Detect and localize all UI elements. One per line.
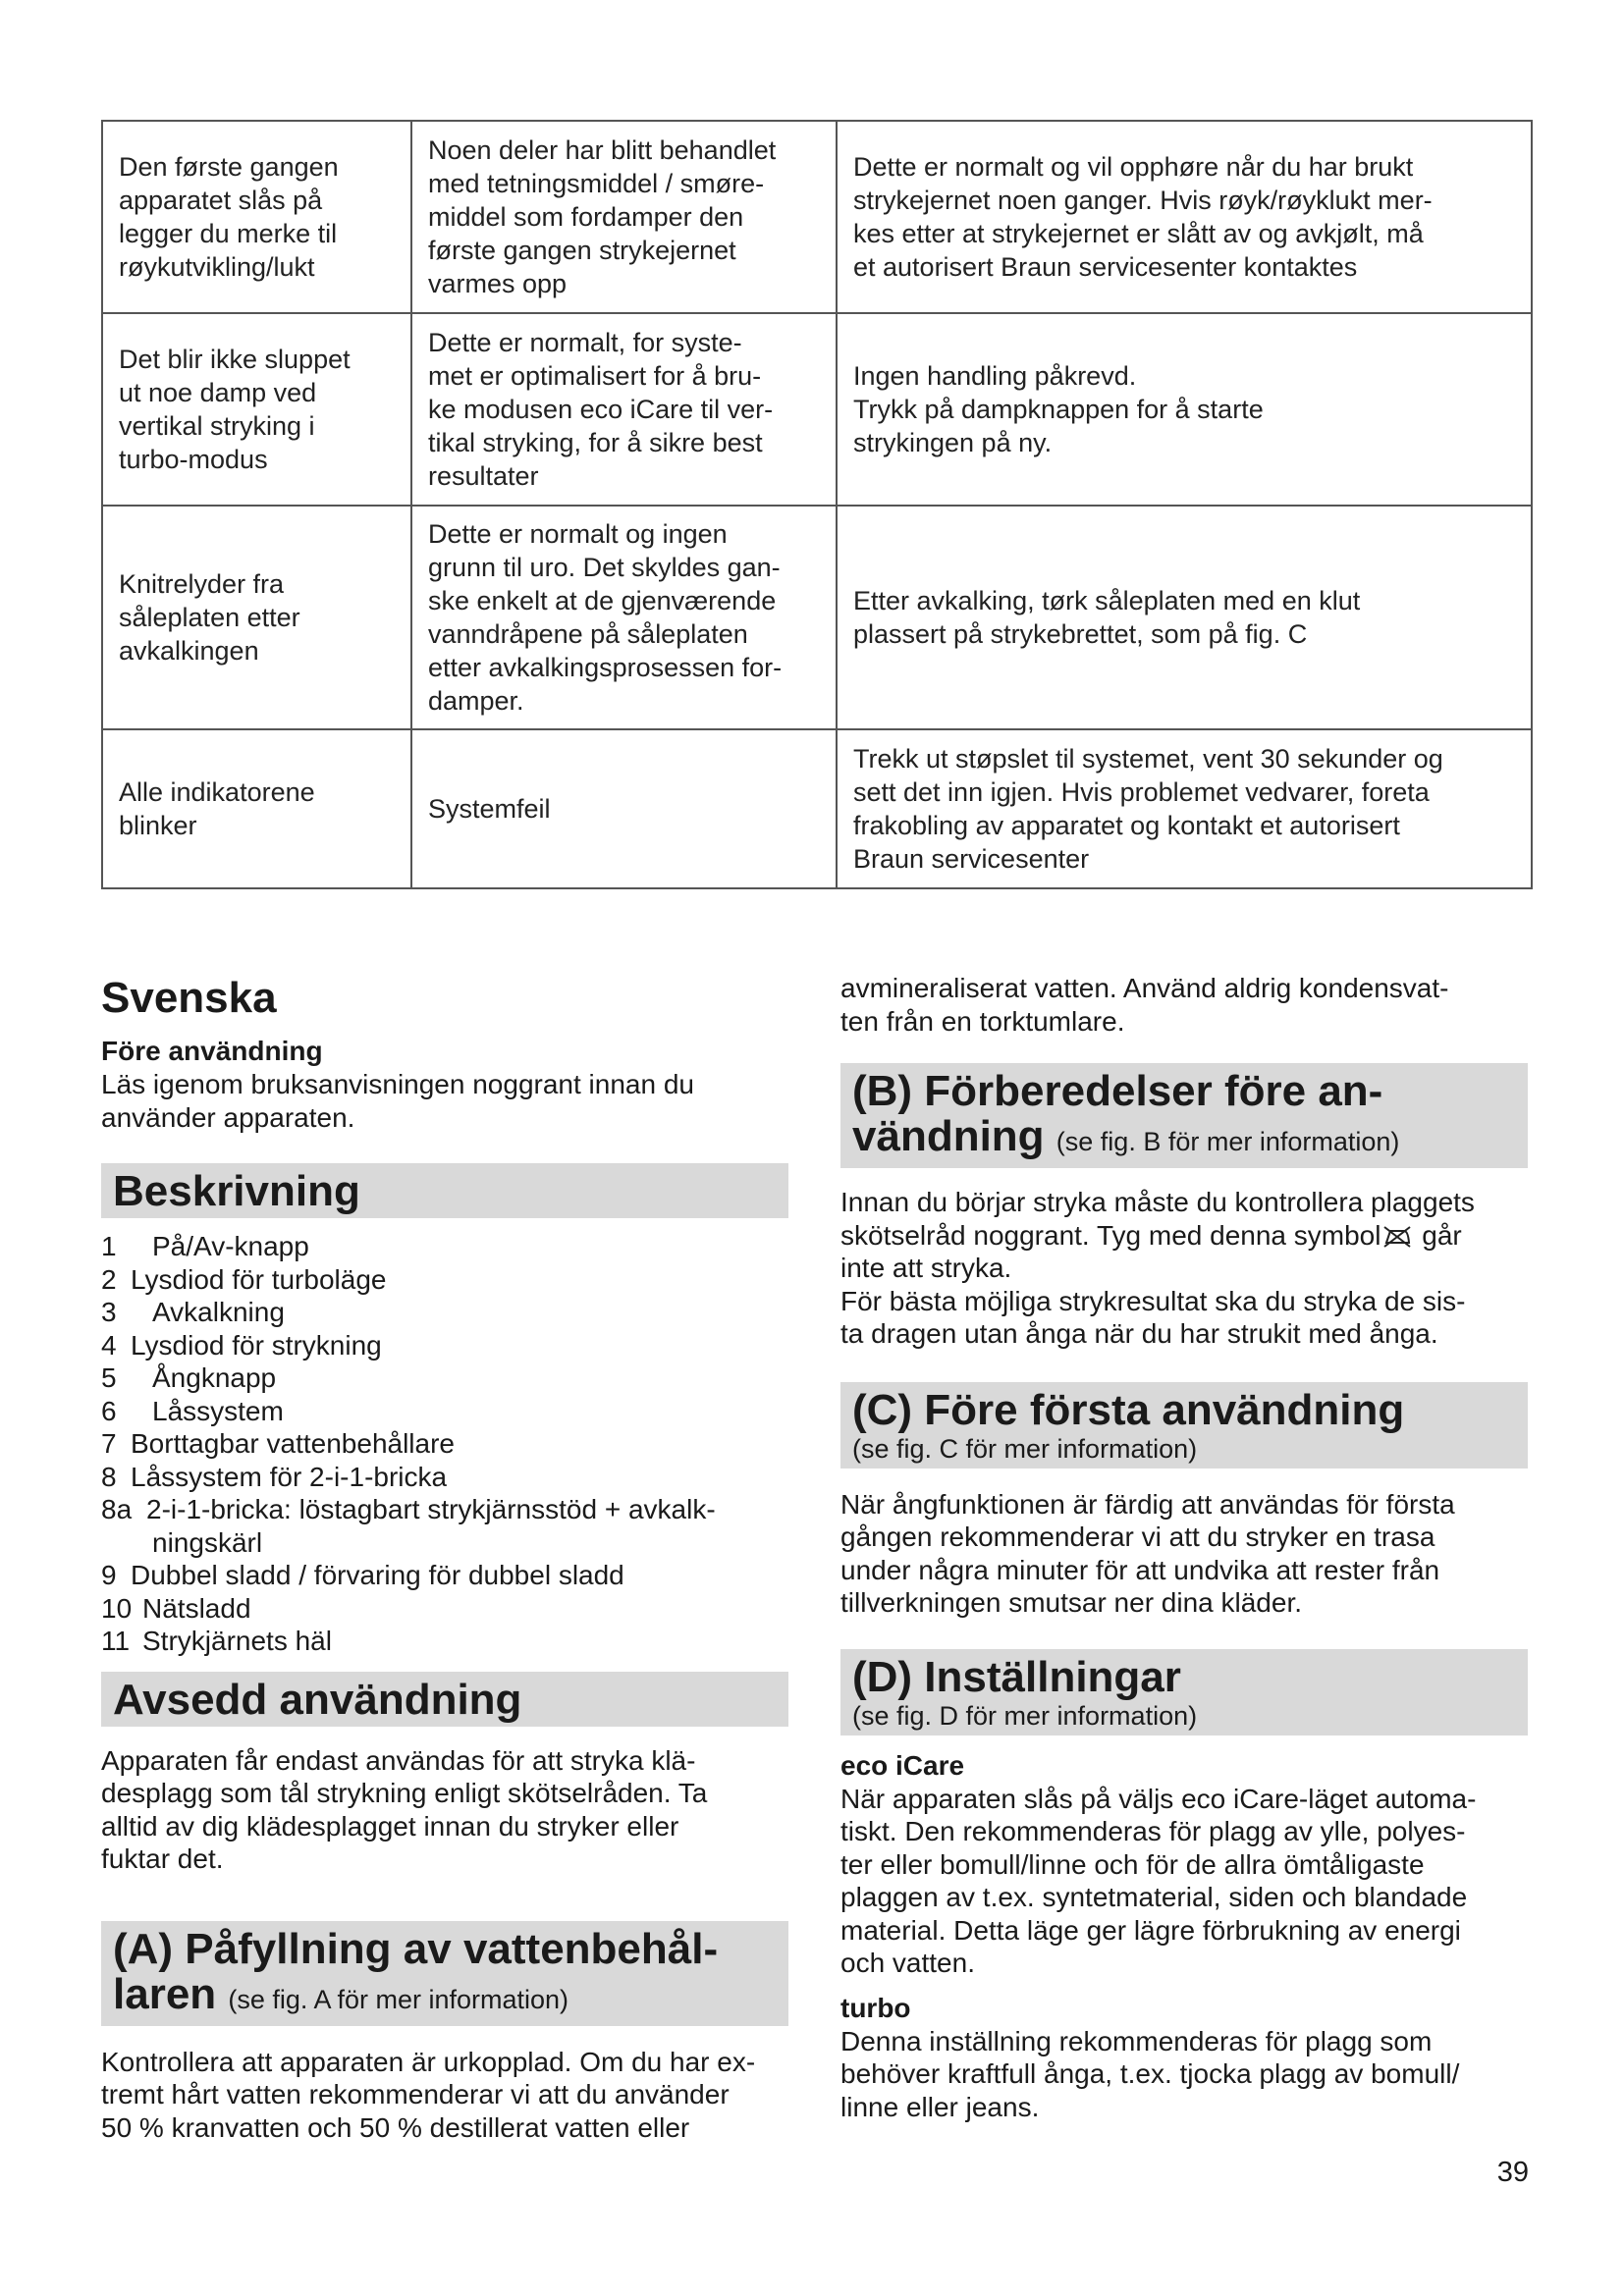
troubleshooting-table	[101, 120, 1533, 889]
language-heading: Svenska	[101, 974, 277, 1022]
section-a-heading: (A) Påfyllning av vattenbehål- laren (se fig. A för mer information)	[113, 1924, 719, 2018]
beskrivning-section-header	[101, 1163, 788, 1218]
list-item: 10 Nätsladd	[101, 1592, 251, 1624]
section-a-text: Kontrollera att apparaten är urkopplad. Om du har ex- tremt hårt vatten rekommenderar vi att du använder 50 % kranvatten och 50 % destillerat vatten eller	[101, 2046, 756, 2143]
symptom-cell: Alle indikatorene blinker	[102, 729, 411, 888]
page-number: 39	[1496, 2157, 1529, 2188]
cause-cell: Noen deler har blitt behandlet med tetningsmiddel / smøre- middel som fordamper den første gangen strykejernet varmes opp	[411, 121, 837, 313]
remedy-cell: Etter avkalking, tørk såleplaten med en klut plassert på strykebrettet, som på fig. C	[837, 506, 1532, 729]
remedy-cell: Ingen handling påkrevd. Trykk på dampknappen for å starte strykingen på ny.	[837, 313, 1532, 506]
list-item: 6 Låssystem	[101, 1395, 284, 1426]
list-item: 1 På/Av-knapp	[101, 1231, 309, 1261]
cause-cell: Dette er normalt og ingen grunn til uro. Det skyldes gan- ske enkelt at de gjenværende vanndråpene på såleplaten etter avkalkingsprosessen for- damper.	[411, 506, 837, 729]
list-item: 8 Låssystem för 2-i-1-bricka	[101, 1461, 448, 1492]
section-a-header	[101, 1921, 788, 2026]
table-row	[102, 729, 1532, 888]
section-b-text: Innan du börjar stryka måste du kontrollera plaggets skötselråd noggrant. Tyg med denna symbol går inte att stryka. För bästa möjliga strykresultat ska du stryka de sis- ta dragen utan ånga när du har strukit med ånga.	[840, 1187, 1475, 1349]
list-item: 2 Lysdiod för turboläge	[101, 1263, 387, 1295]
cause-cell: Dette er normalt, for syste- met er optimalisert for å bru- ke modusen eco iCare til ver- tikal stryking, for å sikre best resultater	[411, 313, 837, 506]
cause-cell: Systemfeil	[411, 729, 837, 888]
list-item: 7 Borttagbar vattenbehållare	[101, 1428, 455, 1459]
eco-icare-heading: eco iCare	[840, 1749, 965, 1781]
list-item: 3 Avkalkning	[101, 1297, 285, 1327]
table-row	[102, 313, 1532, 506]
avsedd-heading: Avsedd användning	[113, 1675, 522, 1724]
symptom-cell: Knitrelyder fra såleplaten etter avkalkingen	[102, 506, 411, 729]
list-item: 5 Ångknapp	[101, 1362, 277, 1393]
section-b-ref: (se fig. B för mer information)	[1056, 1127, 1400, 1156]
no-ironing-symbol-icon	[1382, 1225, 1412, 1249]
section-d-ref: (se fig. D för mer information)	[852, 1700, 1198, 1731]
avsedd-section-header	[101, 1672, 788, 1727]
section-d-heading: (D) Inställningar	[852, 1652, 1181, 1701]
section-d-header	[840, 1649, 1528, 1735]
list-item: 8a 2-i-1-bricka: löstagbart strykjärnsstöd + avkalk- ningskärl	[101, 1494, 716, 1558]
continued-text: avmineraliserat vatten. Använd aldrig kondensvat- ten från en torktumlare.	[840, 973, 1449, 1037]
fore-anvandning-heading: Före användning	[101, 1036, 323, 1066]
section-c-header	[840, 1382, 1528, 1468]
section-c-heading: (C) Före första användning	[852, 1385, 1405, 1434]
turbo-text: Denna inställning rekommenderas för plagg som behöver kraftfull ånga, t.ex. tjocka plagg av bomull/ linne eller jeans.	[840, 2025, 1460, 2122]
section-c-text: När ångfunktionen är färdig att användas för första gången rekommenderar vi att du stryker en trasa under några minuter för att undvika att rester från tillverkningen smutsar ner dina kläder.	[840, 1488, 1455, 1618]
section-c-ref: (se fig. C för mer information)	[852, 1433, 1198, 1464]
left-column	[101, 972, 788, 2144]
symptom-cell: Den første gangen apparatet slås på legger du merke til røykutvikling/lukt	[102, 121, 411, 313]
list-item: 4 Lysdiod för strykning	[101, 1329, 382, 1361]
list-item: 9 Dubbel sladd / förvaring för dubbel sladd	[101, 1560, 624, 1590]
table-row	[102, 121, 1532, 313]
fore-anvandning-text: Läs igenom bruksanvisningen noggrant innan du använder apparaten.	[101, 1069, 694, 1133]
section-b-header	[840, 1063, 1528, 1168]
section-b-heading: (B) Förberedelser före an- vändning (se fig. B för mer information)	[852, 1067, 1400, 1160]
section-a-ref: (se fig. A för mer information)	[228, 1984, 569, 2014]
beskrivning-heading: Beskrivning	[113, 1167, 360, 1215]
list-item: 11 Strykjärnets häl	[101, 1626, 332, 1656]
symptom-cell: Det blir ikke sluppet ut noe damp ved vertikal stryking i turbo-modus	[102, 313, 411, 506]
table-row	[102, 506, 1532, 729]
parts-list	[101, 1230, 788, 1658]
turbo-heading: turbo	[840, 1992, 911, 2023]
avsedd-text: Apparaten får endast användas för att stryka klä- desplagg som tål strykning enligt skötselråden. Ta alltid av dig klädesplagget innan du stryker eller fuktar det.	[101, 1744, 708, 1874]
remedy-cell: Trekk ut støpslet til systemet, vent 30 sekunder og sett det inn igjen. Hvis problemet vedvarer, foreta frakobling av apparatet og kontakt et autorisert Braun servicesenter	[837, 729, 1532, 888]
eco-icare-text: När apparaten slås på väljs eco iCare-läget automa- tiskt. Den rekommenderas för plagg av ylle, polyes- ter eller bomull/linne och för de allra ömtåligaste plaggen av t.ex. syntetmaterial, siden och blandade material. Detta läge ger lägre förbrukning av energi och vatten.	[840, 1783, 1477, 1978]
right-column	[840, 972, 1528, 2123]
remedy-cell: Dette er normalt og vil opphøre når du har brukt strykejernet noen ganger. Hvis røyk/røyklukt mer- kes etter at strykejernet er slått av og avkjølt, må et autorisert Braun servicesenter kontaktes	[837, 121, 1532, 313]
